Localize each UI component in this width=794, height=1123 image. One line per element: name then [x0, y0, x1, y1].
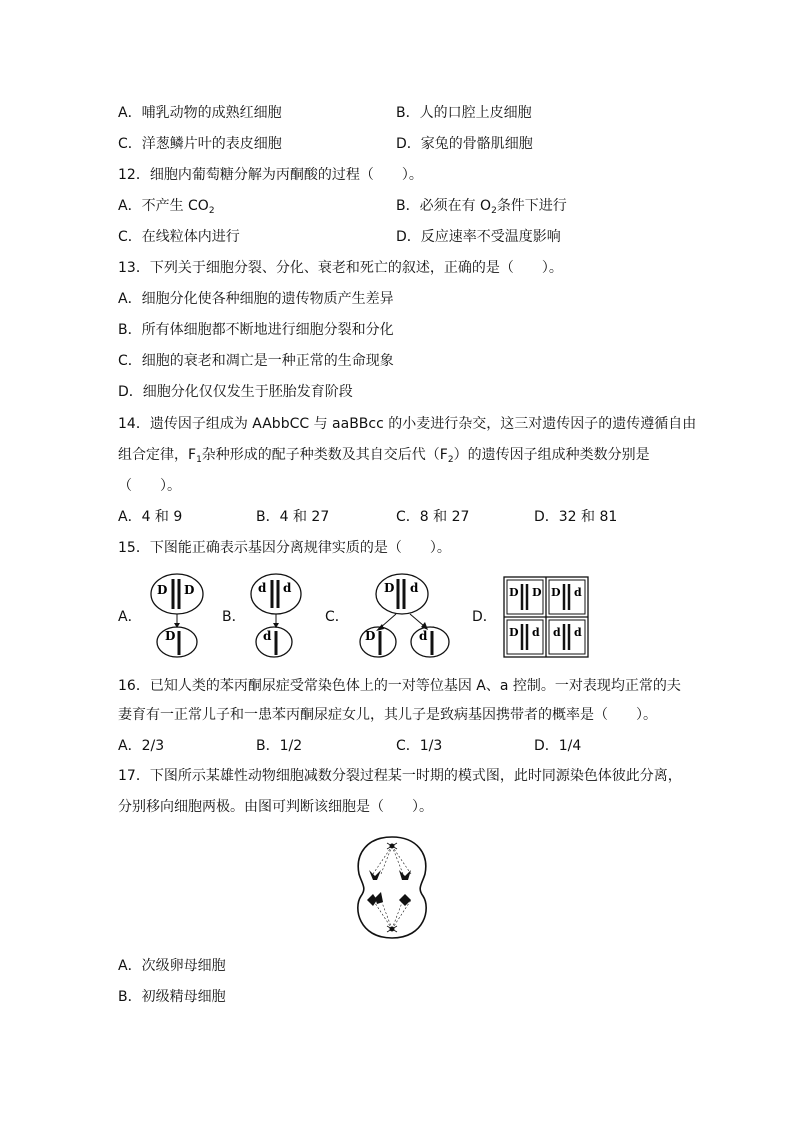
gene-label: d	[574, 626, 582, 639]
q17-stem-line2: 分别移向细胞两极。由图可判断该细胞是（ ）。	[118, 799, 433, 815]
q13-stem: 13．下列关于细胞分裂、分化、衰老和死亡的叙述，正确的是（ ）。	[118, 260, 563, 276]
gene-label: D	[551, 586, 561, 599]
q13-option-d: D．细胞分化仅仅发生于胚胎发育阶段	[118, 384, 353, 400]
gene-label: D	[384, 581, 395, 595]
q13-option-c: C．细胞的衰老和凋亡是一种正常的生命现象	[118, 353, 394, 369]
gene-label: D	[184, 583, 195, 597]
q11-option-c: C．洋葱鳞片叶的表皮细胞	[118, 136, 282, 152]
q16-option-d: D．1/4	[534, 738, 582, 754]
gene-label: d	[258, 581, 267, 595]
q16-option-b: B．1/2	[256, 738, 303, 754]
q16-option-c: C．1/3	[396, 738, 443, 754]
q17-option-b: B．初级精母细胞	[118, 989, 226, 1005]
gene-label: D	[532, 586, 542, 599]
gene-label: d	[410, 581, 419, 595]
gene-label: D	[165, 629, 176, 643]
gene-label: d	[553, 626, 561, 639]
gene-label: D	[365, 629, 376, 643]
q14-option-a: A．4 和 9	[118, 509, 183, 525]
gene-label: D	[509, 626, 519, 639]
q15-label-a: A．	[118, 609, 142, 625]
gene-label: d	[574, 586, 582, 599]
q16-stem-line2: 妻育有一正常儿子和一患苯丙酮尿症女儿，其儿子是致病基因携带者的概率是（ ）。	[118, 707, 657, 723]
q15-stem: 15．下图能正确表示基因分离规律实质的是（ ）。	[118, 540, 451, 556]
q15-figure-a	[148, 572, 206, 660]
q11-option-b: B．人的口腔上皮细胞	[396, 105, 532, 121]
q12-stem: 12．细胞内葡萄糖分解为丙酮酸的过程（ ）。	[118, 167, 423, 183]
gene-label: d	[419, 629, 428, 643]
q12-option-d: D．反应速率不受温度影响	[396, 229, 561, 245]
q12-option-c: C．在线粒体内进行	[118, 229, 240, 245]
q15-figure-d	[503, 576, 589, 658]
q14-stem-line1: 14．遗传因子组成为 AAbbCC 与 aaBBcc 的小麦进行杂交，这三对遗传因子的遗传遵循自由	[118, 416, 697, 432]
q13-option-b: B．所有体细胞都不断地进行细胞分裂和分化	[118, 322, 394, 338]
gene-label: D	[157, 583, 168, 597]
q12-option-a: A．不产生 $CO_2$	[118, 198, 215, 216]
q14-option-c: C．8 和 27	[396, 509, 470, 525]
q15-label-c: C．	[325, 609, 349, 625]
q11-option-d: D．家兔的骨骼肌细胞	[396, 136, 533, 152]
gene-label: d	[283, 581, 292, 595]
q17-stem-line1: 17．下图所示某雄性动物细胞减数分裂过程某一时期的模式图，此时同源染色体彼此分离，	[118, 768, 682, 784]
q17-cell-figure	[351, 834, 433, 942]
q15-figure-c	[352, 570, 456, 662]
q13-option-a: A．细胞分化使各种细胞的遗传物质产生差异	[118, 291, 394, 307]
gene-label: d	[532, 626, 540, 639]
q14-option-b: B．4 和 27	[256, 509, 330, 525]
q15-label-d: D．	[472, 609, 497, 625]
q11-option-a: A．哺乳动物的成熟红细胞	[118, 105, 282, 121]
q15-label-b: B．	[222, 609, 246, 625]
q12-option-b: B．必须在有 $O_2$条件下进行	[396, 198, 567, 216]
q16-option-a: A．2/3	[118, 738, 165, 754]
gene-label: d	[263, 629, 272, 643]
q15-figure-b	[246, 572, 306, 660]
q16-stem-line1: 16．已知人类的苯丙酮尿症受常染色体上的一对等位基因 A、a 控制。一对表现均正常的夫	[118, 678, 681, 694]
gene-label: D	[509, 586, 519, 599]
q14-stem-line3: （ ）。	[118, 478, 181, 494]
q14-stem-line2: 组合定律，$F_1$杂种形成的配子种类数及其自交后代$(F_2)$的遗传因子组成种类数分别是	[118, 447, 650, 465]
q17-option-a: A．次级卵母细胞	[118, 958, 226, 974]
q14-option-d: D．32 和 81	[534, 509, 618, 525]
